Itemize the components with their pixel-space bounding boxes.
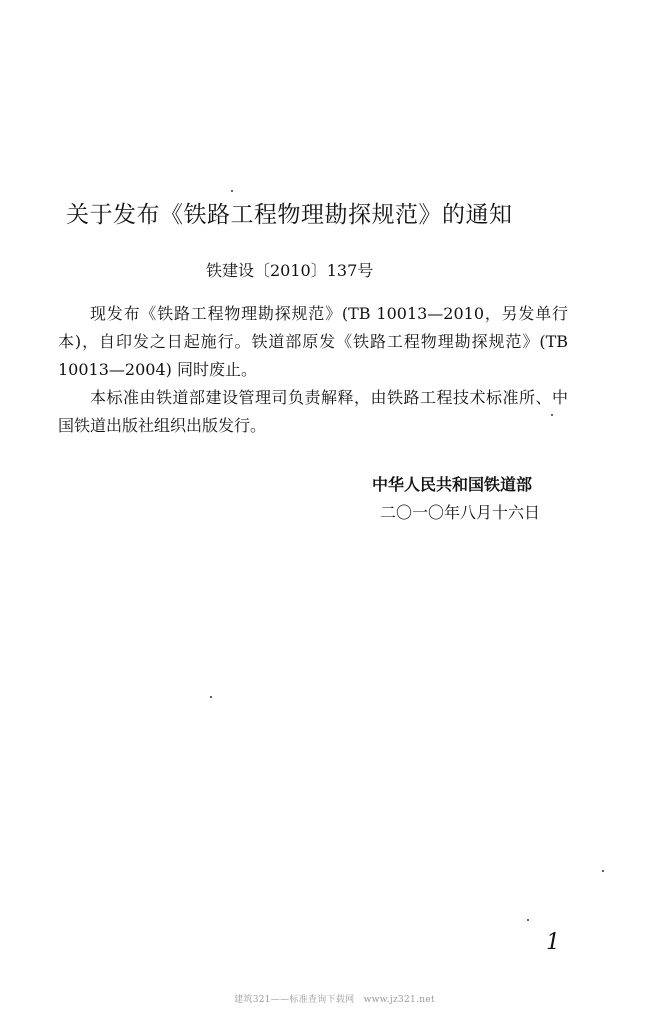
scan-speck [231,190,233,192]
issuing-authority: 中华人民共和国铁道部 [372,475,533,494]
body-paragraph-2: 本标准由铁道部建设管理司负责解释，由铁路工程技术标准所、中国铁道出版社组织出版发行。 [58,388,568,435]
issue-date: 二〇一〇年八月十六日 [380,503,541,522]
scan-speck [527,919,529,921]
notice-body [58,300,568,440]
scan-speck [602,870,604,872]
scan-speck [210,696,212,698]
notice-title: 关于发布《铁路工程物理勘探规范》的通知 [66,202,513,228]
page-number: 1 [546,930,560,955]
body-paragraph-1: 现发布《铁路工程物理勘探规范》(TB 10013—2010，另发单行本)，自印发之日起施行。铁道部原发《铁路工程物理勘探规范》(TB 10013—2004) 同时废止。 [58,304,568,379]
footer-watermark: 建筑321——标准查询下载网 www.jz321.net [234,995,435,1005]
document-number: 铁建设〔2010〕137号 [206,261,374,280]
scan-speck [551,414,553,416]
